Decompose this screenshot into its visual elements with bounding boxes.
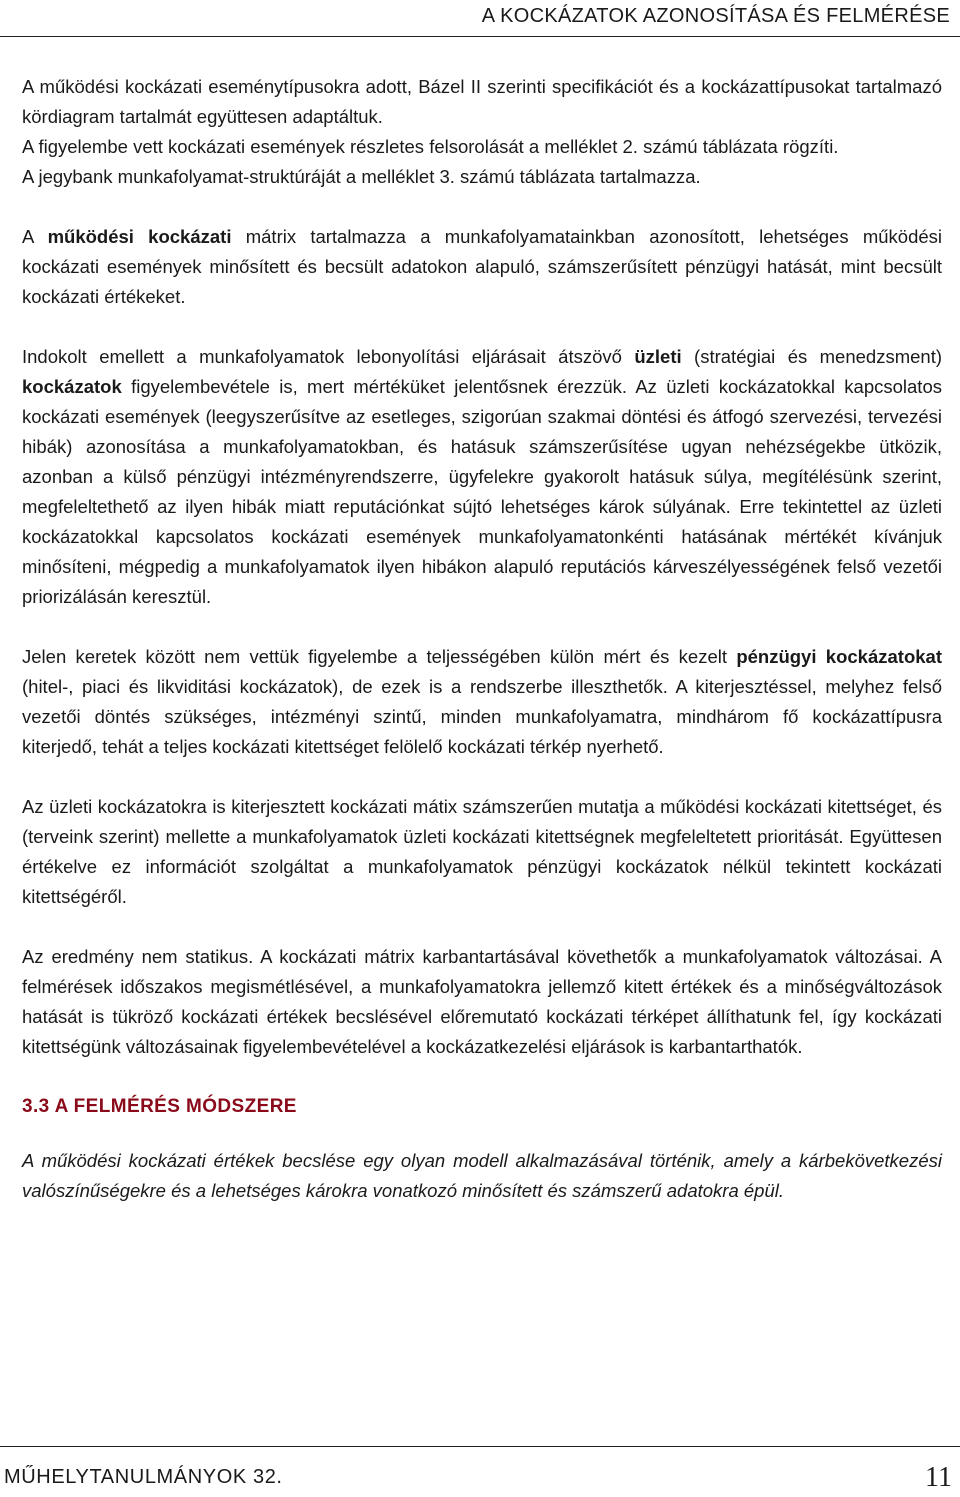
paragraph-financial-risk xyxy=(22,642,942,762)
intro-line-1: A működési kockázati eseménytípusokra adott, Bázel II szerinti specifikációt és a kockázattípusokat tartalmazó kördiagram tartalmát együttesen adaptáltuk. xyxy=(22,76,942,127)
intro-line-2: A figyelembe vett kockázati események részletes felsorolását a melléklet 2. számú táblázata rögzíti. xyxy=(22,136,839,157)
bold-term: üzleti xyxy=(634,346,682,367)
text-run: A xyxy=(22,226,48,247)
running-title: A KOCKÁZATOK AZONOSÍTÁSA ÉS FELMÉRÉSE xyxy=(481,5,950,27)
bold-term: működési kockázati xyxy=(47,226,232,247)
bold-term: kockázatok xyxy=(22,376,122,397)
footer-rule xyxy=(0,1446,960,1447)
text-run: Jelen keretek között nem vettük figyelembe a teljességében külön mért és kezelt xyxy=(22,646,737,667)
header-rule xyxy=(0,36,960,37)
intro-line-3: A jegybank munkafolyamat-struktúráját a melléklet 3. számú táblázata tartalmazza. xyxy=(22,166,701,187)
paragraph-extended-matrix: Az üzleti kockázatokra is kiterjesztett kockázati mátix számszerűen mutatja a működési kockázati kitettséget, és (terveink szerint) mellette a munkafolyamatok üzleti kockázati kitettségnek megfeleltetett prioritását. Együttesen értékelve ez információt szolgáltat a munkafolyamatok pénzügyi kockázatok nélkül tekintett kockázati kitettségéről. xyxy=(22,796,942,907)
bold-term: pénzügyi kockázatokat xyxy=(736,646,942,667)
text-run: Indokolt emellett a munkafolyamatok lebonyolítási eljárásait átszövő xyxy=(22,346,635,367)
page-footer xyxy=(0,1446,960,1496)
paragraph-business-risk xyxy=(22,342,942,612)
section-heading: 3.3 A FELMÉRÉS MÓDSZERE xyxy=(22,1096,297,1117)
text-run: (hitel-, piaci és likviditási kockázatok), de ezek is a rendszerbe illeszthetők. A kiterjesztéssel, melyhez felső vezetői döntés szükséges, intézményi szintű, minden munkafolyamatra, mindhárom fő kockázattípusra kiterjedő, tehát a teljes kockázati kitettséget felölelő kockázati térkép nyerhető. xyxy=(22,676,942,757)
text-run: mátrix tartalmazza a munkafolyamatainkban azonosított, lehetséges működési kockázati események minősített és becsült adatokon alapuló, számszerűsített pénzügyi hatását, mint becsült kockázati értékeket. xyxy=(22,226,943,307)
page-header xyxy=(0,0,960,38)
journal-title: MŰHELYTANULMÁNYOK 32. xyxy=(4,1466,283,1488)
paragraph-operational-risk-matrix xyxy=(22,222,942,312)
paragraph-result-not-static: Az eredmény nem statikus. A kockázati mátrix karbantartásával követhetők a munkafolyamatok változásai. A felmérések időszakos megismétlésével, a munkafolyamatokra jellemző kitett értékek és a minőségváltozások hatását is tükröző kockázati értékek becslésével előremutató kockázati térképet állíthatunk fel, így kockázati kitettségünk változásainak figyelembevételével a kockázatkezelési eljárások is karbantarthatók. xyxy=(22,946,942,1057)
section-lead-paragraph: A működési kockázati értékek becslése egy olyan modell alkalmazásával történik, amely a kárbekövetkezési valószínűségekre és a lehetséges károkra vonatkozó minősített és számszerű adatokra épül. xyxy=(22,1150,942,1201)
page-number: 11 xyxy=(925,1462,952,1493)
text-run: (stratégiai és menedzsment) xyxy=(681,346,942,367)
text-run: figyelembevétele is, mert mértéküket jelentősnek érezzük. Az üzleti kockázatokkal kapcsolatos kockázati események (leegyszerűsítve az esetleges, szigorúan szakmai döntési és átfogó szervezési, tervezési hibák) azonosítása a munkafolyamatokban, és hatásuk számszerűsítése ugyan nehézségekbe ütközik, azonban a külső pénzügyi intézményrendszerre, ügyfelekre gyakorolt hatásuk súlya, megítélésünk szerint, megfeleltethető az ilyen hibák miatt reputációnkat sújtó lehetséges károk súlyának. Erre tekintettel az üzleti kockázatokkal kapcsolatos kockázati események munkafolyamatonkénti hatásának mértékét kívánjuk minősíteni, mégpedig a munkafolyamatok ilyen hibákon alapuló reputációs kárveszélyességének felső vezetői priorizálásán keresztül. xyxy=(22,376,942,607)
page-content xyxy=(22,72,942,1206)
